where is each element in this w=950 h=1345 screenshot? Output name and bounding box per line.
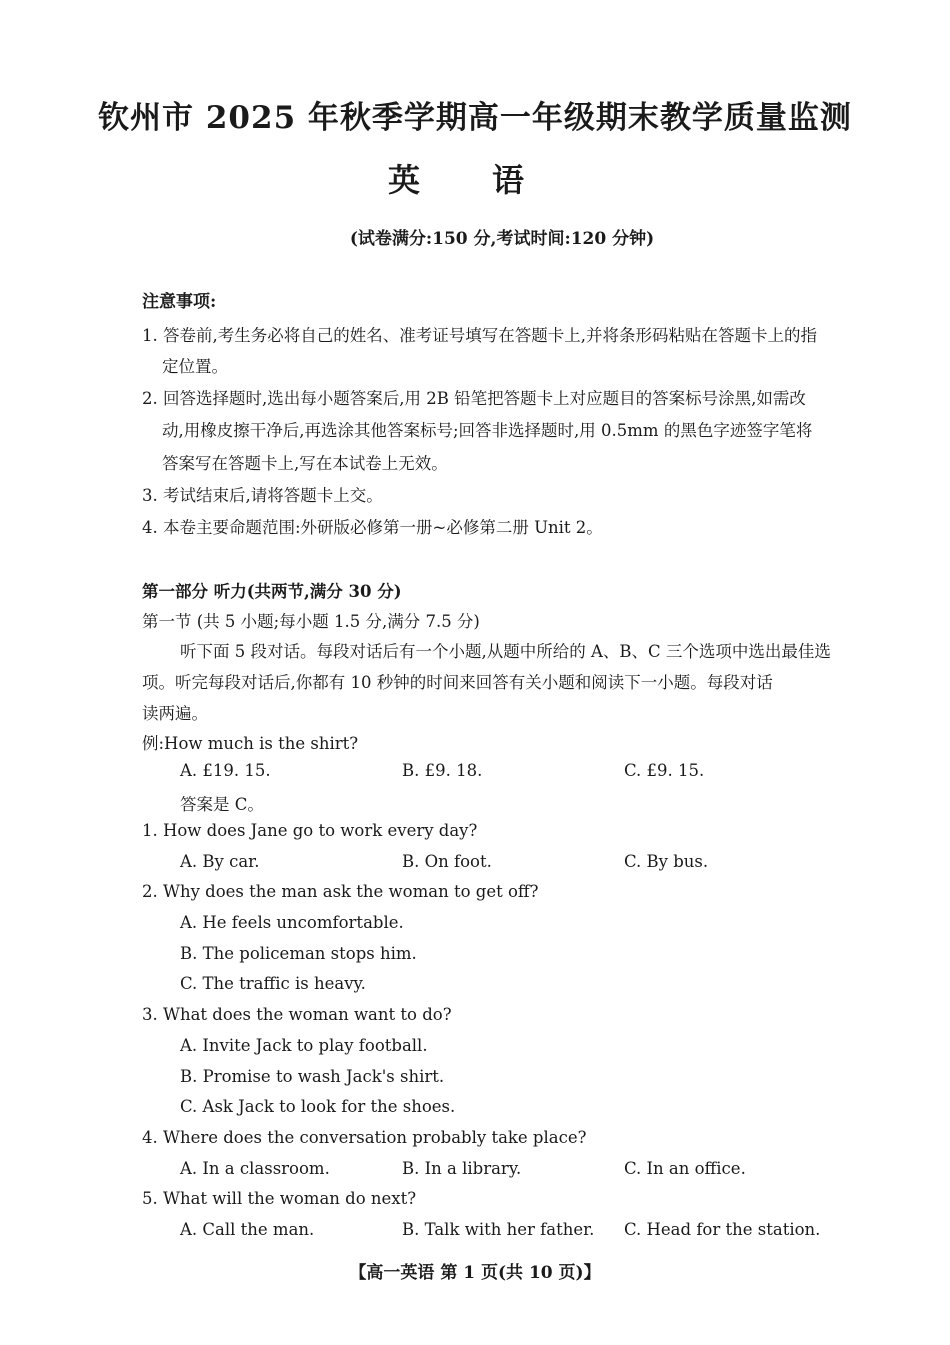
example-question: 例:How much is the shirt? <box>142 734 359 753</box>
example-option-b: B. £9. 18. <box>402 761 483 780</box>
subject-title: 英语 <box>387 161 596 199</box>
question: 3. What does the woman want to do? <box>142 1005 452 1024</box>
option-c: C. By bus. <box>624 852 709 871</box>
note-line: 3. 考试结束后,请将答题卡上交。 <box>142 486 383 505</box>
page-footer: 【高一英语 第 1 页(共 10 页)】 <box>349 1263 601 1283</box>
option-c: C. Head for the station. <box>624 1220 821 1239</box>
part-title: 第一部分 听力(共两节,满分 30 分) <box>142 582 402 601</box>
note-line: 1. 答卷前,考生务必将自己的姓名、准考证号填写在答题卡上,并将条形码粘贴在答题卡上的指 <box>142 326 817 345</box>
note-line: 答案写在答题卡上,写在本试卷上无效。 <box>162 454 448 473</box>
question: 5. What will the woman do next? <box>142 1189 417 1208</box>
question: 4. Where does the conversation probably take place? <box>142 1128 587 1147</box>
note-line: 4. 本卷主要命题范围:外研版必修第一册~必修第二册 Unit 2。 <box>142 518 603 537</box>
note-line: 定位置。 <box>162 357 228 376</box>
exam-info: (试卷满分:150 分,考试时间:120 分钟) <box>349 229 655 249</box>
note-line: 动,用橡皮擦干净后,再选涂其他答案标号;回答非选择题时,用 0.5mm 的黑色字迹签字笔将 <box>162 421 813 440</box>
option-c: C. Ask Jack to look for the shoes. <box>180 1097 456 1116</box>
instruction-line: 听下面 5 段对话。每段对话后有一个小题,从题中所给的 A、B、C 三个选项中选出最佳选 <box>180 642 831 661</box>
option-b: B. Talk with her father. <box>402 1220 595 1239</box>
exam-title: 钦州市 2025 年秋季学期高一年级期末教学质量监测 <box>98 100 852 136</box>
example-option-c: C. £9. 15. <box>624 761 705 780</box>
note-line: 2. 回答选择题时,选出每小题答案后,用 2B 铅笔把答题卡上对应题目的答案标号涂黑,如需改 <box>142 389 806 408</box>
question: 2. Why does the man ask the woman to get off? <box>142 882 539 901</box>
option-b: B. On foot. <box>402 852 492 871</box>
notes-heading: 注意事项: <box>142 292 217 312</box>
option-a: A. In a classroom. <box>180 1159 330 1178</box>
section-title: 第一节 (共 5 小题;每小题 1.5 分,满分 7.5 分) <box>142 612 480 631</box>
instruction-line: 读两遍。 <box>142 704 208 723</box>
option-c: C. In an office. <box>624 1159 746 1178</box>
example-option-a: A. £19. 15. <box>180 761 271 780</box>
option-a: A. Call the man. <box>180 1220 315 1239</box>
option-b: B. In a library. <box>402 1159 522 1178</box>
option-a: A. Invite Jack to play football. <box>180 1036 428 1055</box>
question: 1. How does Jane go to work every day? <box>142 821 478 840</box>
instruction-line: 项。听完每段对话后,你都有 10 秒钟的时间来回答有关小题和阅读下一小题。每段对话 <box>142 673 773 692</box>
option-b: B. Promise to wash Jack's shirt. <box>180 1067 445 1086</box>
option-a: A. He feels uncomfortable. <box>180 913 404 932</box>
option-b: B. The policeman stops him. <box>180 944 417 963</box>
example-answer: 答案是 C。 <box>180 795 264 814</box>
option-a: A. By car. <box>180 852 260 871</box>
option-c: C. The traffic is heavy. <box>180 974 366 993</box>
